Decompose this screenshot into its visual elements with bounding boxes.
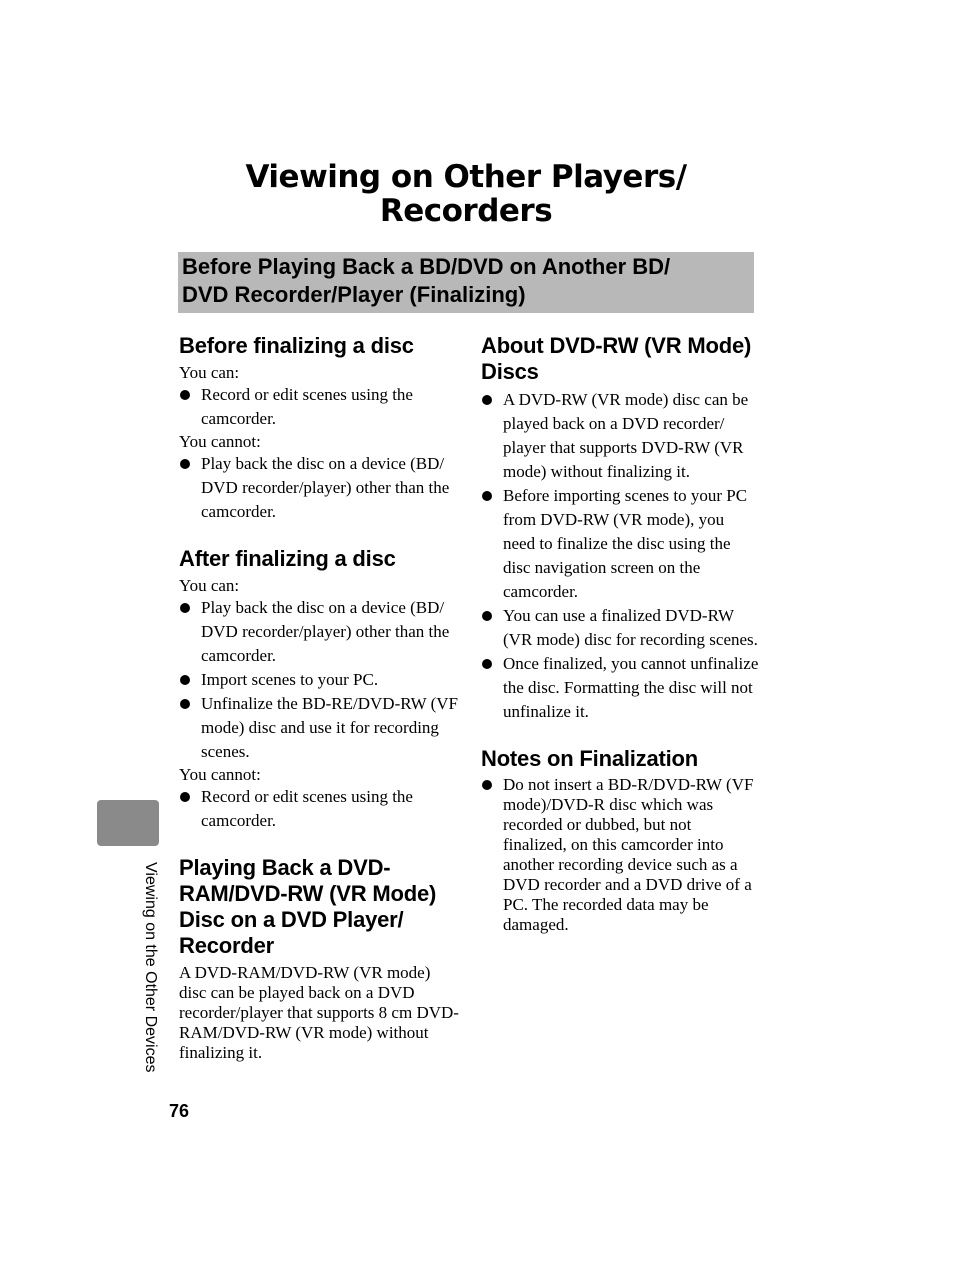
chapter-tab xyxy=(97,800,159,846)
page-number: 76 xyxy=(169,1101,190,1121)
bullet-icon xyxy=(180,603,190,613)
after-finalizing-heading: After finalizing a disc xyxy=(179,546,396,571)
list-item xyxy=(179,452,459,524)
bullet-icon xyxy=(482,395,492,405)
list-item xyxy=(179,596,459,668)
bullet-icon xyxy=(180,390,190,400)
list-item-text: Record or edit scenes using the camcorder. xyxy=(201,385,413,428)
before-finalizing-heading: Before finalizing a disc xyxy=(179,333,414,358)
bullet-icon xyxy=(482,780,492,790)
page-title xyxy=(178,160,754,228)
list-item xyxy=(481,388,759,484)
list-item-text: A DVD-RW (VR mode) disc can be played back on a DVD recorder/ player that supports DVD-RW (VR mode) without finalizing it. xyxy=(503,390,749,481)
chapter-side-label: Viewing on the Other Devices xyxy=(142,862,159,1073)
before-cannot-label: You cannot: xyxy=(179,432,261,451)
list-item-text: Import scenes to your PC. xyxy=(201,670,379,689)
after-can-list xyxy=(179,596,459,764)
list-item xyxy=(481,775,759,935)
bullet-icon xyxy=(180,675,190,685)
bullet-icon xyxy=(482,611,492,621)
before-can-list xyxy=(179,383,459,431)
list-item xyxy=(179,383,459,431)
notes-list xyxy=(481,775,759,935)
section-banner xyxy=(178,252,754,313)
page-title-line-1: Viewing on Other Players/ xyxy=(245,159,687,195)
bullet-icon xyxy=(482,659,492,669)
section-banner-line-2: DVD Recorder/Player (Finalizing) xyxy=(182,282,526,307)
before-can-label: You can: xyxy=(179,363,240,382)
list-item-text: Before importing scenes to your PC from DVD-RW (VR mode), you need to finalize the disc using the disc navigation screen on the camcorder. xyxy=(503,486,748,601)
bullet-icon xyxy=(180,699,190,709)
list-item xyxy=(179,692,459,764)
page-title-line-2: Recorders xyxy=(379,193,553,229)
after-can-label: You can: xyxy=(179,576,240,595)
list-item xyxy=(481,484,759,604)
bullet-icon xyxy=(180,792,190,802)
list-item-text: You can use a finalized DVD-RW (VR mode) disc for recording scenes. xyxy=(503,606,758,649)
list-item xyxy=(481,652,759,724)
list-item-text: Unfinalize the BD-RE/DVD-RW (VF mode) disc and use it for recording scenes. xyxy=(201,694,459,761)
list-item xyxy=(179,785,459,833)
left-column xyxy=(179,333,459,1063)
list-item-text: Play back the disc on a device (BD/ DVD recorder/player) other than the camcorder. xyxy=(201,454,450,521)
about-dvd-rw-list xyxy=(481,388,759,724)
about-dvd-rw-heading: About DVD-RW (VR Mode) Discs xyxy=(481,333,752,384)
playing-back-heading: Playing Back a DVD-RAM/DVD-RW (VR Mode) Disc on a DVD Player/ Recorder xyxy=(179,855,437,958)
playing-back-body: A DVD-RAM/DVD-RW (VR mode) disc can be played back on a DVD recorder/player that supports 8 cm DVD-RAM/DVD-RW (VR mode) without finalizing it. xyxy=(179,963,459,1062)
list-item-text: Record or edit scenes using the camcorder. xyxy=(201,787,413,830)
list-item-text: Once finalized, you cannot unfinalize the disc. Formatting the disc will not unfinalize it. xyxy=(503,654,759,721)
list-item-text: Play back the disc on a device (BD/ DVD recorder/player) other than the camcorder. xyxy=(201,598,450,665)
right-column xyxy=(481,333,759,935)
after-cannot-label: You cannot: xyxy=(179,765,261,784)
bullet-icon xyxy=(180,459,190,469)
bullet-icon xyxy=(482,491,492,501)
list-item-text: Do not insert a BD-R/DVD-RW (VF mode)/DVD-R disc which was recorded or dubbed, but not finalized, on this camcorder into another recording device such as a DVD recorder and a DVD drive of a PC. The recorded data may be damaged. xyxy=(503,775,754,934)
after-cannot-list xyxy=(179,785,459,833)
section-banner-line-1: Before Playing Back a BD/DVD on Another BD/ xyxy=(182,254,671,279)
before-cannot-list xyxy=(179,452,459,524)
list-item xyxy=(481,604,759,652)
notes-heading: Notes on Finalization xyxy=(481,746,699,771)
list-item xyxy=(179,668,459,692)
